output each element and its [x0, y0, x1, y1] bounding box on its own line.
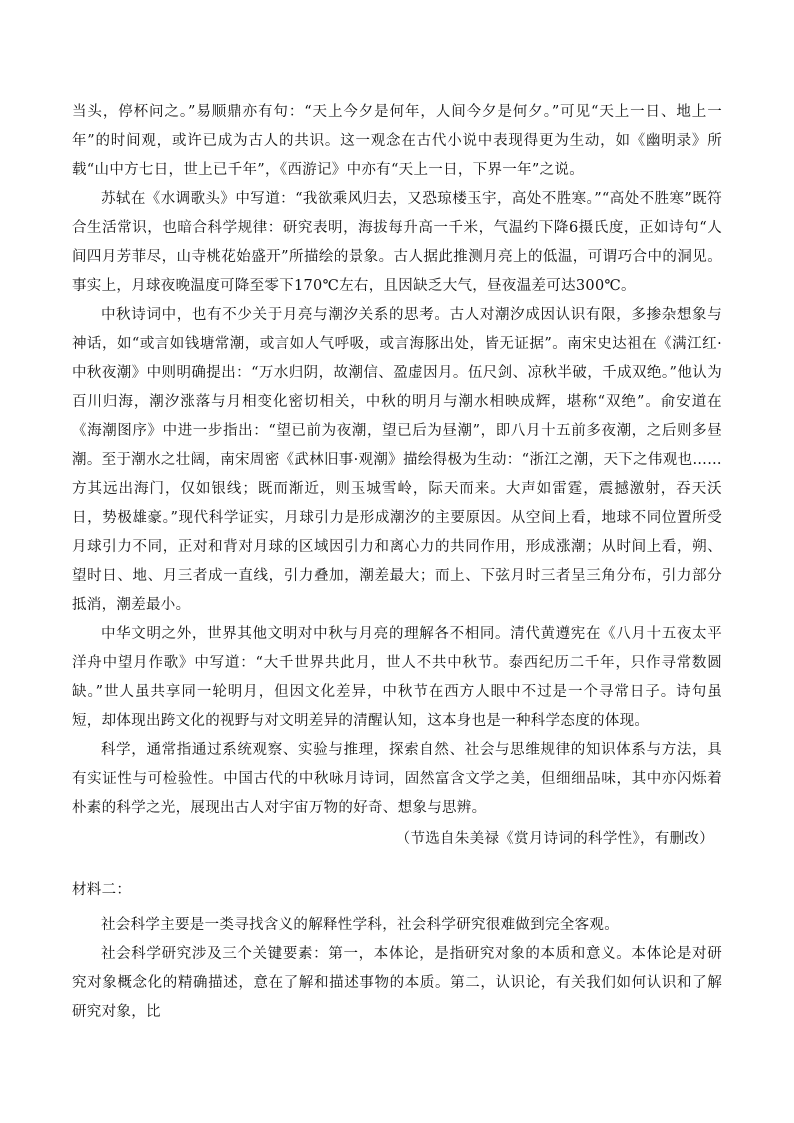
source-citation: （节选自朱美禄《赏月诗词的科学性》，有删改）	[395, 831, 714, 847]
paragraph-2: 苏轼在《水调歌头》中写道：“我欲乘风归去，又恐琼楼玉宇，高处不胜寒。”“高处不胜寒”既符合生活常识，也暗合科学规律：研究表明，海拔每升高一千米，气温约下降6摄氏度，正如诗句“人间四月芳菲尽，山寺桃花始盛开”所描绘的景象。古人据此推测月亮上的低温，可谓巧合中的洞见。事实上，月球夜晚温度可降至零下170℃左右，且因缺乏大气，昼夜温差可达300℃。	[72, 191, 722, 294]
material-2-label: 材料二：	[72, 882, 132, 898]
paragraph-1: 当头，停杯问之。”易顺鼎亦有句：“天上今夕是何年，人间今夕是何夕。”可见“天上一日、地上一年”的时间观，或许已成为古人的共识。这一观念在古代小说中表现得更为生动，如《幽明录》所载“山中方七日，世上已千年”，《西游记》中亦有“天上一日，下界一年”之说。	[72, 104, 722, 178]
material-2-paragraph-2: 社会科学研究涉及三个关键要素：第一，本体论，是指研究对象的本质和意义。本体论是对研究对象概念化的精确描述，意在了解和描述事物的本质。第二，认识论，有关我们如何认识和了解研究对象，比	[72, 946, 722, 1020]
paragraph-3: 中秋诗词中，也有不少关于月亮与潮汐关系的思考。古人对潮汐成因认识有限，多掺杂想象与神话，如“或言如钱塘常潮，或言如人气呼吸，或言海豚出处，皆无证据”。南宋史达祖在《满江红·中秋夜潮》中则明确提出：“万水归阴，故潮信、盈虚因月。伍尺剑、凉秋半破，千成双绝。”他认为百川归海，潮汐涨落与月相变化密切相关，中秋的明月与潮水相映成辉，堪称“双绝”。俞安道在《海潮图序》中进一步指出：“望已前为夜潮，望已后为昼潮”，即八月十五前多夜潮，之后则多昼潮。至于潮水之壮阔，南宋周密《武林旧事·观潮》描绘得极为生动：“浙江之潮，天下之伟观也……方其远出海门，仅如银线；既而渐近，则玉城雪岭，际天而来。大声如雷霆，震撼激射，吞天沃日，势极雄豪。”现代科学证实，月球引力是形成潮汐的主要原因。从空间上看，地球不同位置所受月球引力不同，正对和背对月球的区域因引力和离心力的共同作用，形成涨潮；从时间上看，朔、望时日、地、月三者成一直线，引力叠加，潮差最大；而上、下弦月时三者呈三角分布，引力部分抵消，潮差最小。	[72, 307, 722, 613]
material-2-paragraph-1: 社会科学主要是一类寻找含义的解释性学科，社会科学研究很难做到完全客观。	[101, 917, 619, 933]
document-body	[72, 98, 722, 1027]
paragraph-5: 科学，通常指通过系统观察、实验与推理，探索自然、社会与思维规律的知识体系与方法，具有实证性与可检验性。中国古代的中秋咏月诗词，固然富含文学之美，但细细品味，其中亦闪烁着朴素的科学之光，展现出古人对宇宙万物的好奇、想象与思辨。	[72, 742, 722, 816]
paragraph-4: 中华文明之外，世界其他文明对中秋与月亮的理解各不相同。清代黄遵宪在《八月十五夜太平洋舟中望月作歌》中写道：“大千世界共此月，世人不共中秋节。泰西纪历二千年，只作寻常数圆缺。”世人虽共享同一轮明月，但因文化差异，中秋节在西方人眼中不过是一个寻常日子。诗句虽短，却体现出跨文化的视野与对文明差异的清醒认知，这本身也是一种科学态度的体现。	[72, 626, 722, 729]
